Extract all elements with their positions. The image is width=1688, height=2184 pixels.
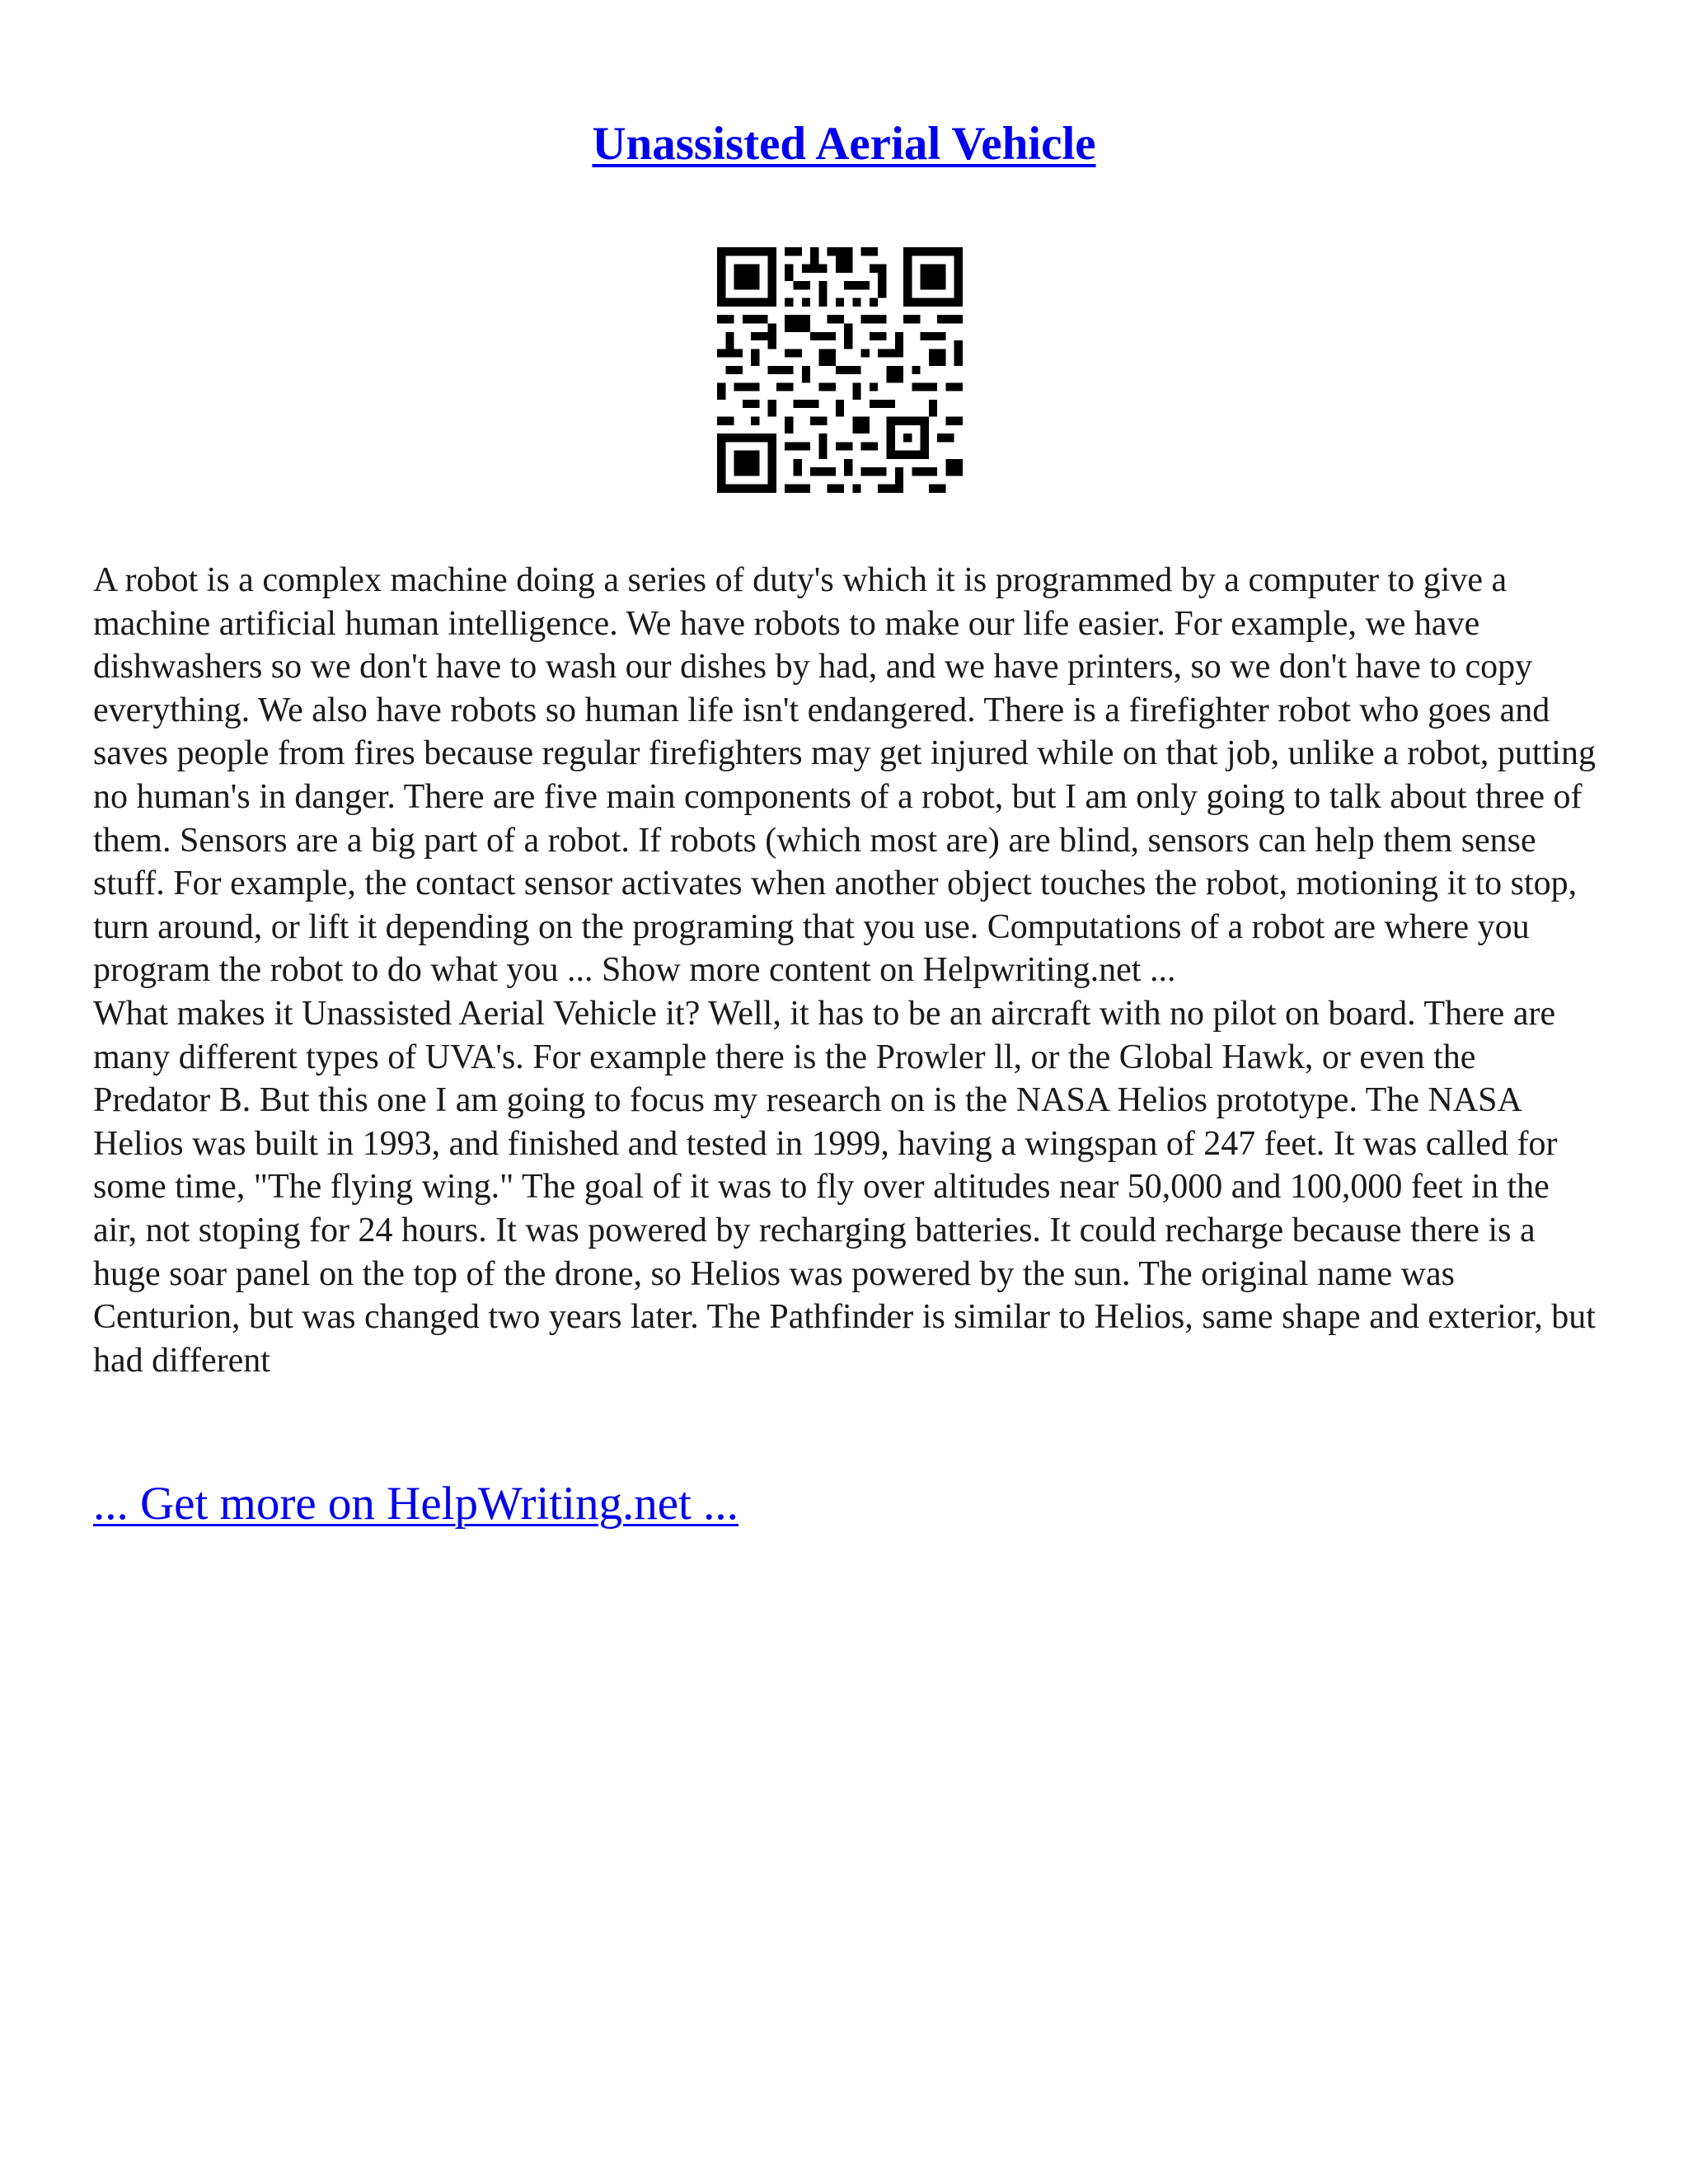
paragraph-uav: What makes it Unassisted Aerial Vehicle it? Well, it has to be an aircraft with no pilot on board. There are many different types of UVA's. For example there is the Prowler ll, or the Global Hawk, or even the Predator B. But this one I am going to focus my research on is the NASA Helios prototype. The NASA Helios was built in 1993, and finished and tested in 1999, having a wingspan of 247 feet. It was called for some time, "The flying wing." The goal of it was to fly over altitudes near 50,000 and 100,000 feet in the air, not stoping for 24 hours. It was powered by recharging batteries. It could recharge because there is a huge soar panel on the top of the drone, so Helios was powered by the sun. The original name was Centurion, but was changed two years later. The Pathfinder is similar to Helios, same shape and exterior, but had different (93, 994, 1596, 1380)
get-more-link[interactable]: ... Get more on HelpWriting.net ... (93, 1478, 738, 1530)
title-link[interactable]: Unassisted Aerial Vehicle (592, 118, 1096, 170)
document-body (93, 559, 1601, 1382)
qr-code-icon (717, 247, 963, 493)
document-title (0, 115, 1688, 173)
more-link-container (93, 1475, 738, 1533)
qr-code-graphic (717, 247, 963, 493)
paragraph-robots: A robot is a complex machine doing a series of duty's which it is programmed by a computer to give a machine artificial human intelligence. We have robots to make our life easier. For example, we have dishwashers so we don't have to wash our dishes by had, and we have printers, so we don't have to copy everything. We also have robots so human life isn't endangered. There is a firefighter robot who goes and saves people from fires because regular firefighters may get injured while on that job, unlike a robot, putting no human's in danger. There are five main components of a robot, but I am only going to talk about three of them. Sensors are a big part of a robot. If robots (which most are) are blind, sensors can help them sense stuff. For example, the contact sensor activates when another object touches the robot, motioning it to stop, turn around, or lift it depending on the programing that you use. Computations of a robot are where you program the robot to do what you ... Show more content on Helpwriting.net ... (93, 561, 1596, 990)
